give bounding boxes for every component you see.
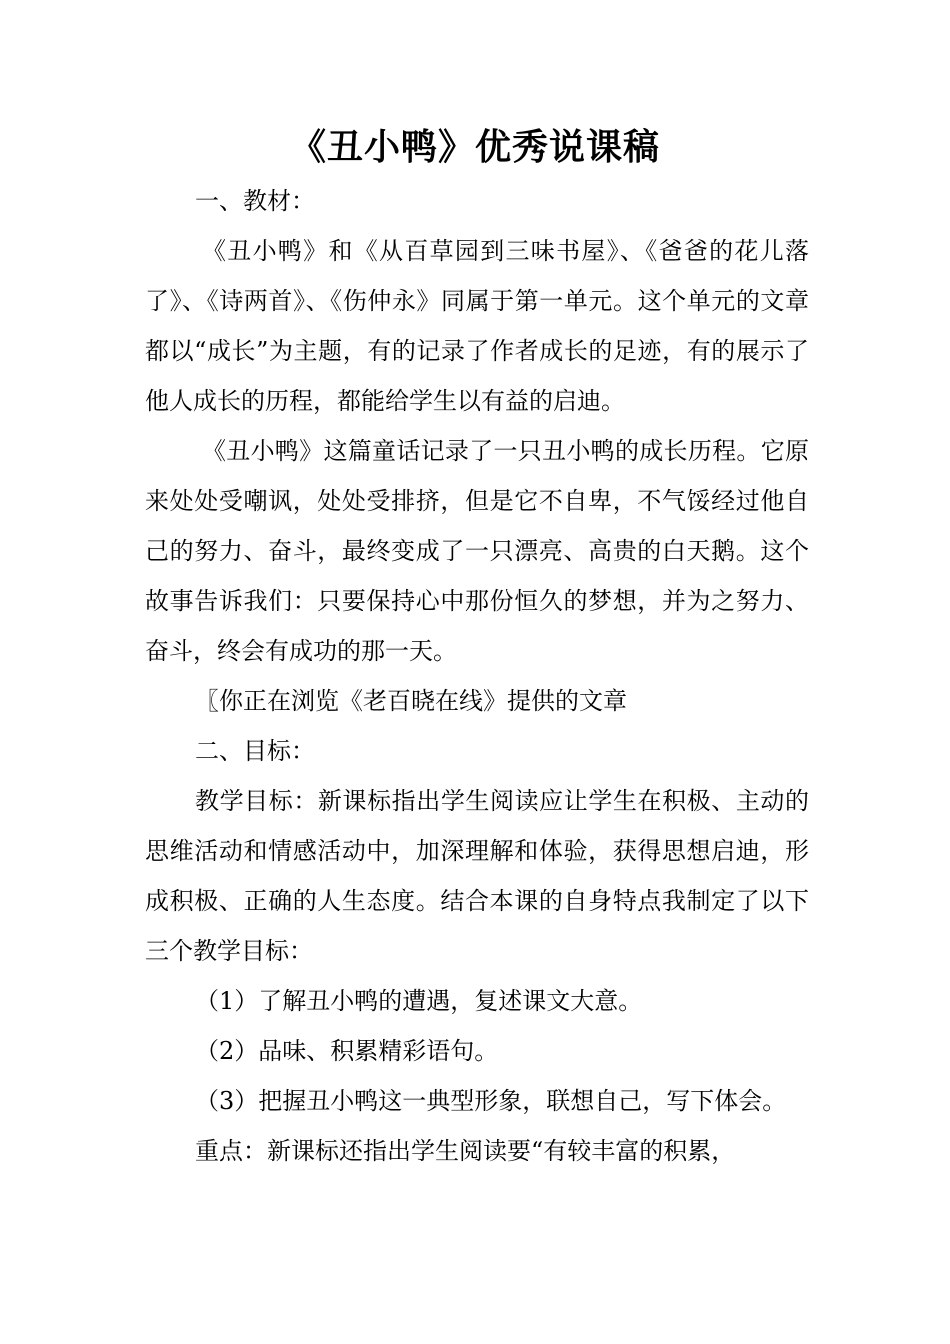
source-note: 〖你正在浏览《老百晓在线》提供的文章 bbox=[195, 687, 627, 715]
paragraph-unit-overview: 《丑小鸭》和《从百草园到三味书屋》、《爸爸的花儿落了》、《诗两首》、《伤仲永》同属于第一单元。这个单元的文章都以“成长”为主题，有的记录了作者成长的足迹，有的展示了他人成长的历程，都能给学生以有益的启迪。 bbox=[145, 237, 809, 415]
document-body bbox=[145, 176, 809, 1176]
goal-item-1: （1）了解丑小鸭的遭遇，复述课文大意。 bbox=[195, 987, 643, 1015]
goal-item-2: （2）品味、积累精彩语句。 bbox=[195, 1037, 499, 1065]
paragraph-key-points: 重点：新课标还指出学生阅读要“有较丰富的积累， bbox=[195, 1137, 736, 1165]
section-heading-material: 一、教材： bbox=[195, 187, 315, 215]
paragraph-teaching-goals: 教学目标：新课标指出学生阅读应让学生在积极、主动的思维活动和情感活动中，加深理解和体验，获得思想启迪，形成积极、正确的人生态度。结合本课的自身特点我制定了以下三个教学目标： bbox=[145, 787, 809, 965]
goal-item-3: （3）把握丑小鸭这一典型形象，联想自己，写下体会。 bbox=[195, 1087, 787, 1115]
document-title: 《丑小鸭》优秀说课稿 bbox=[289, 127, 660, 168]
section-heading-goals: 二、目标： bbox=[195, 737, 315, 765]
paragraph-story-summary: 《丑小鸭》这篇童话记录了一只丑小鸭的成长历程。它原来处处受嘲讽，处处受排挤，但是它不自卑，不气馁经过他自己的努力、奋斗，最终变成了一只漂亮、高贵的白天鹅。这个故事告诉我们：只要保持心中那份恒久的梦想，并为之努力、奋斗，终会有成功的那一天。 bbox=[145, 437, 809, 665]
